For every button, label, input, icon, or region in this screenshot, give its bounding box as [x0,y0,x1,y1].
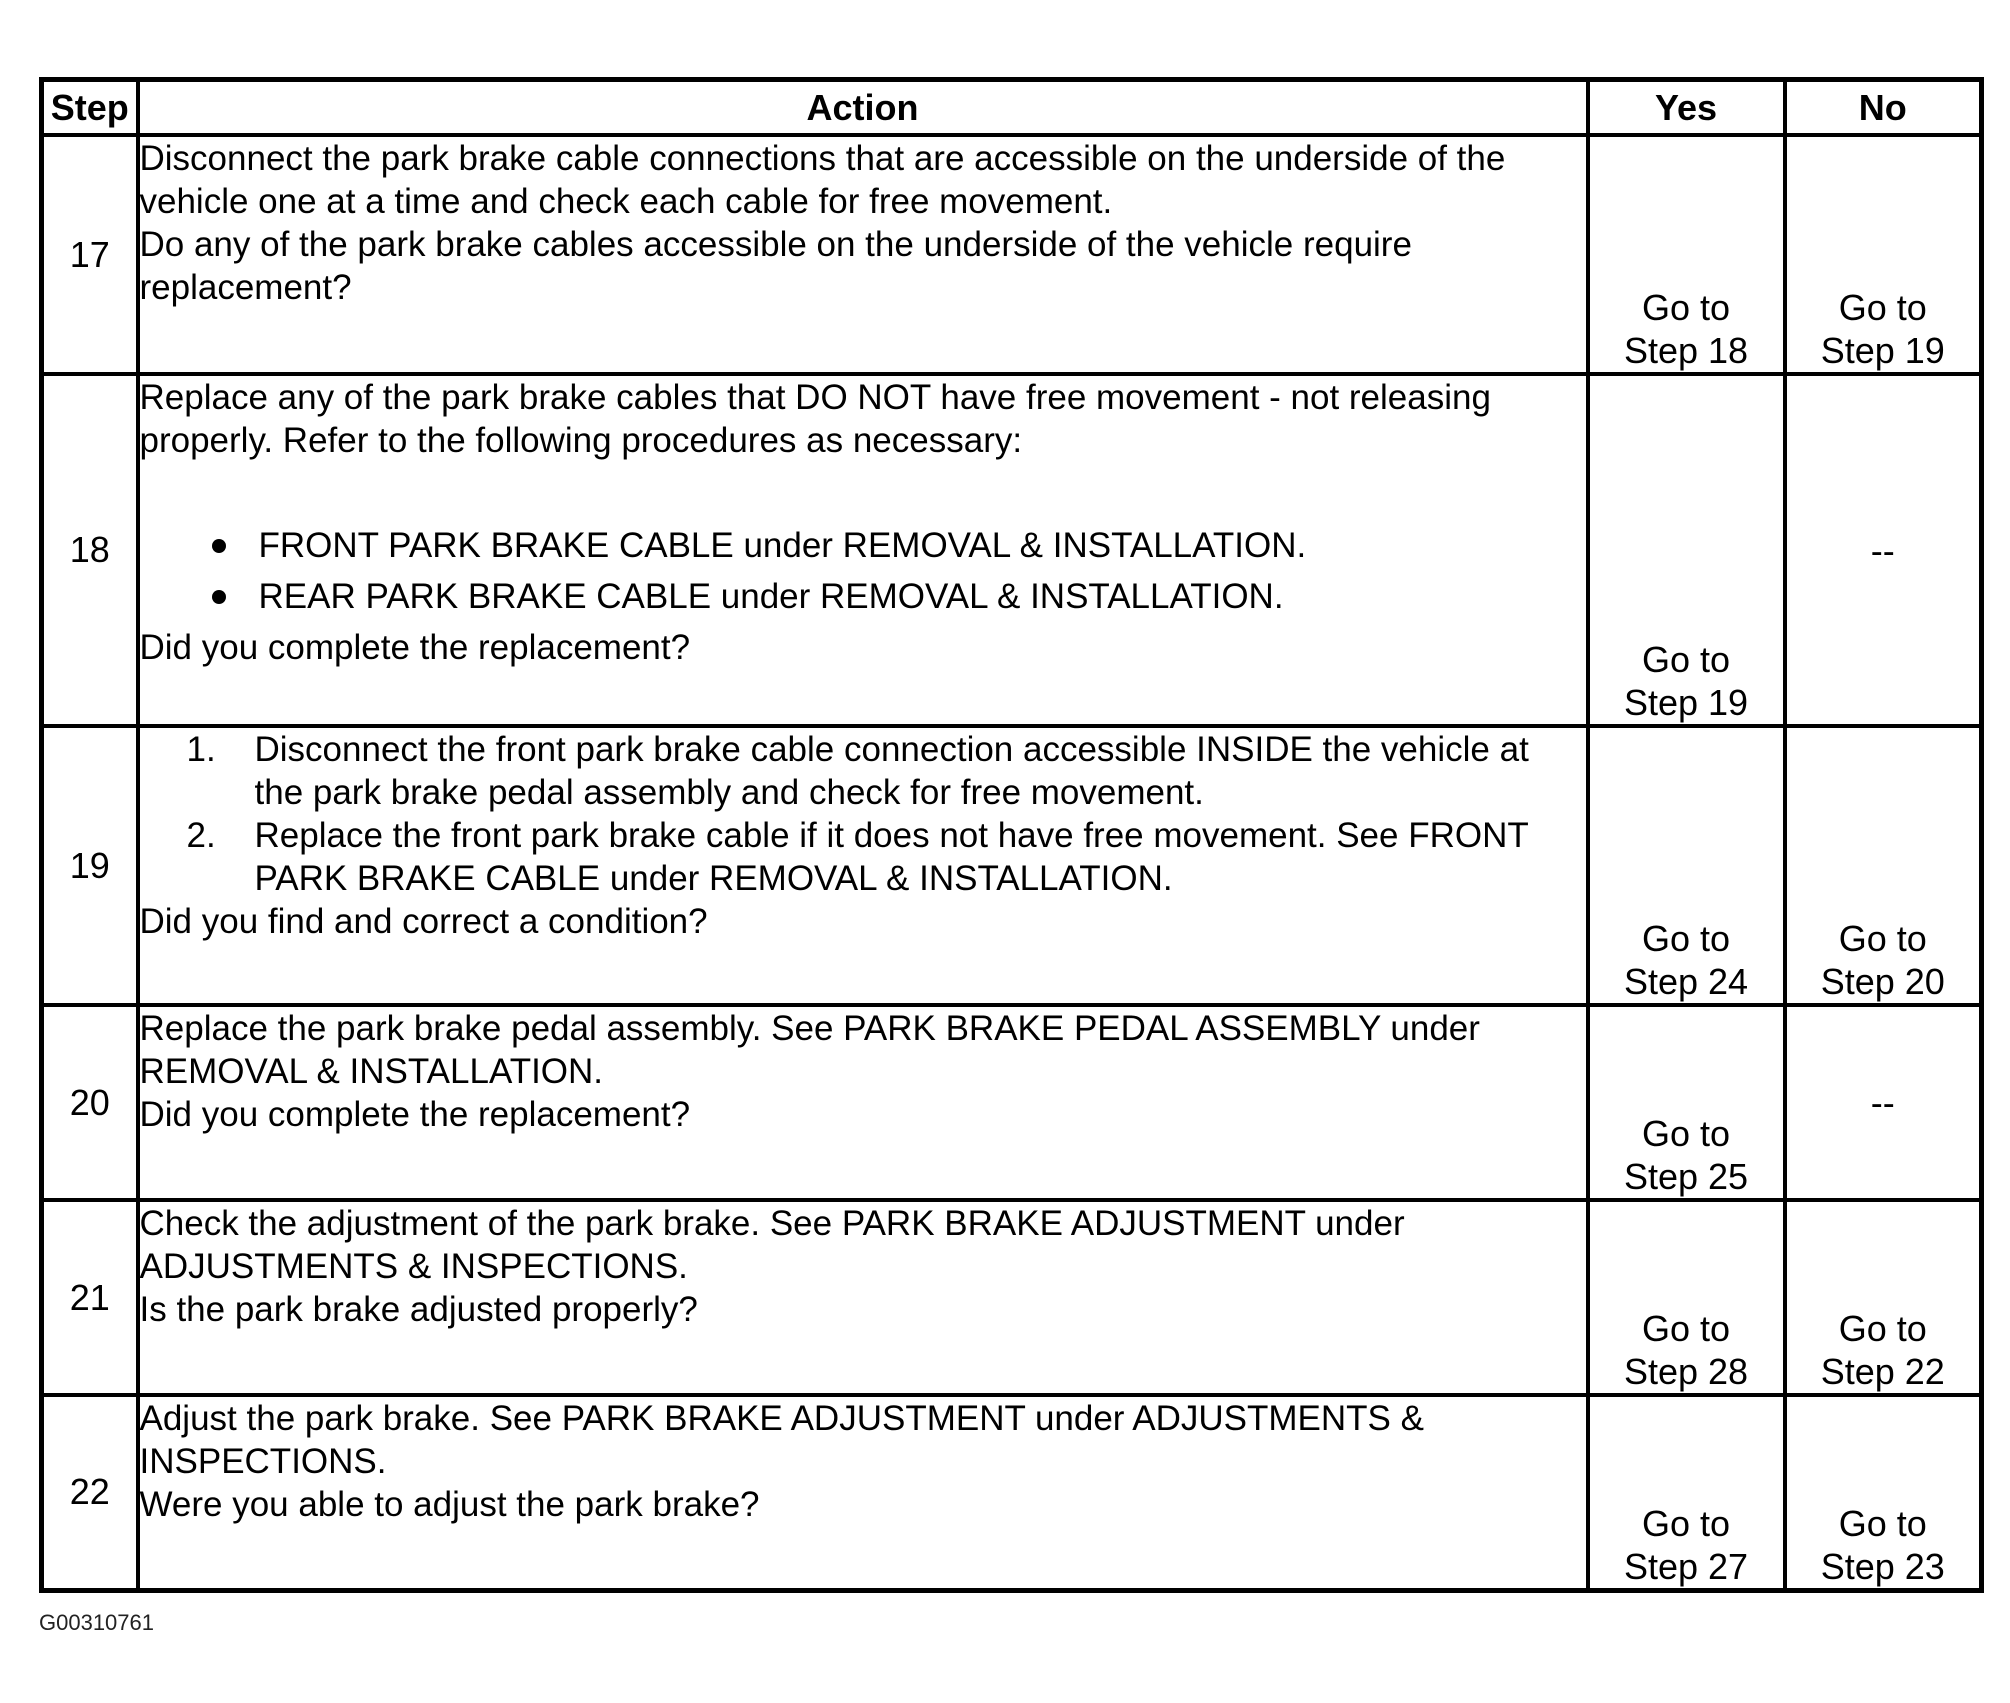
yes-goto-step: Step 18 [1623,330,1749,371]
table-row [42,135,1982,374]
step-number: 22 [42,1395,138,1590]
numbered-steps [140,728,1586,900]
no-goto-label: Go to [1838,1308,1927,1349]
action-cell [138,135,1588,374]
step-number: 18 [42,374,138,726]
table-row [42,726,1982,1005]
list-item-text: REAR PARK BRAKE CABLE under REMOVAL & INSTALLATION. [258,577,1284,616]
list-item [140,814,1586,900]
table-row [42,374,1982,726]
bullet-icon [212,590,226,604]
list-item-text: Replace the front park brake cable if it does not have free movement. See FRONT PARK BRAKE CABLE under REMOVAL & INSTALLATION. [254,816,1529,898]
no-cell [1785,1395,1982,1590]
header-no: No [1785,80,1982,136]
list-item-number: 1. [186,730,216,769]
action-cell [138,374,1588,726]
no-goto-step: Step 22 [1820,1351,1945,1392]
action-question: Do any of the park brake cables accessible on the underside of the vehicle require replacement? [139,225,1412,307]
no-goto-label: Go to [1838,287,1927,328]
yes-goto-step: Step 27 [1623,1545,1749,1587]
list-item-number: 2. [186,816,216,855]
yes-goto-label: Go to [1641,1113,1731,1154]
yes-cell [1588,1395,1785,1590]
step-number: 17 [42,135,138,374]
action-question: Did you complete the replacement? [139,628,691,667]
no-cell [1785,726,1982,1005]
table-row [42,1005,1982,1200]
yes-goto-label: Go to [1641,1308,1731,1349]
yes-cell [1588,135,1785,374]
action-question: Were you able to adjust the park brake? [139,1485,760,1524]
list-item-text: Disconnect the front park brake cable connection accessible INSIDE the vehicle at the park brake pedal assembly and check for free movement. [254,730,1529,812]
step-number: 20 [42,1005,138,1200]
action-cell [138,1200,1588,1395]
step-number: 19 [42,726,138,1005]
action-instruction: Replace the park brake pedal assembly. See PARK BRAKE PEDAL ASSEMBLY under REMOVAL & INSTALLATION. [139,1009,1480,1091]
table-row [42,1200,1982,1395]
header-yes: Yes [1588,80,1785,136]
action-cell [138,1395,1588,1590]
action-cell [138,726,1588,1005]
figure-id: G00310761 [39,1610,154,1635]
action-instruction: Replace any of the park brake cables that DO NOT have free movement - not releasing properly. Refer to the following procedures as necessary: [139,378,1491,460]
yes-goto-step: Step 19 [1623,682,1749,723]
action-question: Did you complete the replacement? [139,1095,691,1134]
no-cell: -- [1785,1005,1982,1200]
action-instruction: Adjust the park brake. See PARK BRAKE ADJUSTMENT under ADJUSTMENTS & INSPECTIONS. [139,1399,1424,1481]
no-goto-step: Step 19 [1820,330,1945,371]
list-item [140,524,1586,567]
header-row [42,80,1982,136]
yes-cell [1588,374,1785,726]
yes-goto-step: Step 24 [1623,961,1749,1002]
no-goto-label: Go to [1838,1502,1927,1544]
header-action: Action [138,80,1588,136]
action-question: Did you find and correct a condition? [139,902,708,941]
header-step: Step [42,80,138,136]
diagnostic-table [39,77,1984,1593]
procedure-list [140,524,1586,626]
yes-cell [1588,726,1785,1005]
yes-goto-label: Go to [1641,287,1731,328]
table-row [42,1395,1982,1590]
yes-goto-label: Go to [1641,918,1731,959]
no-goto-step: Step 20 [1820,961,1945,1002]
action-cell [138,1005,1588,1200]
action-question: Is the park brake adjusted properly? [139,1290,698,1329]
yes-cell [1588,1200,1785,1395]
no-cell: -- [1785,374,1982,726]
yes-goto-step: Step 25 [1623,1156,1749,1197]
no-goto-step: Step 23 [1820,1545,1945,1587]
action-instruction: Disconnect the park brake cable connections that are accessible on the underside of the vehicle one at a time and check each cable for free movement. [139,139,1506,221]
step-number: 21 [42,1200,138,1395]
list-item [140,575,1586,618]
yes-goto-label: Go to [1641,1502,1731,1544]
yes-goto-label: Go to [1641,639,1731,680]
no-cell [1785,1200,1982,1395]
no-goto-label: Go to [1838,918,1927,959]
no-cell [1785,135,1982,374]
list-item-text: FRONT PARK BRAKE CABLE under REMOVAL & INSTALLATION. [258,526,1307,565]
yes-goto-step: Step 28 [1623,1351,1749,1392]
list-item [140,728,1586,814]
action-instruction: Check the adjustment of the park brake. See PARK BRAKE ADJUSTMENT under ADJUSTMENTS & INSPECTIONS. [139,1204,1405,1286]
yes-cell [1588,1005,1785,1200]
bullet-icon [212,539,226,553]
